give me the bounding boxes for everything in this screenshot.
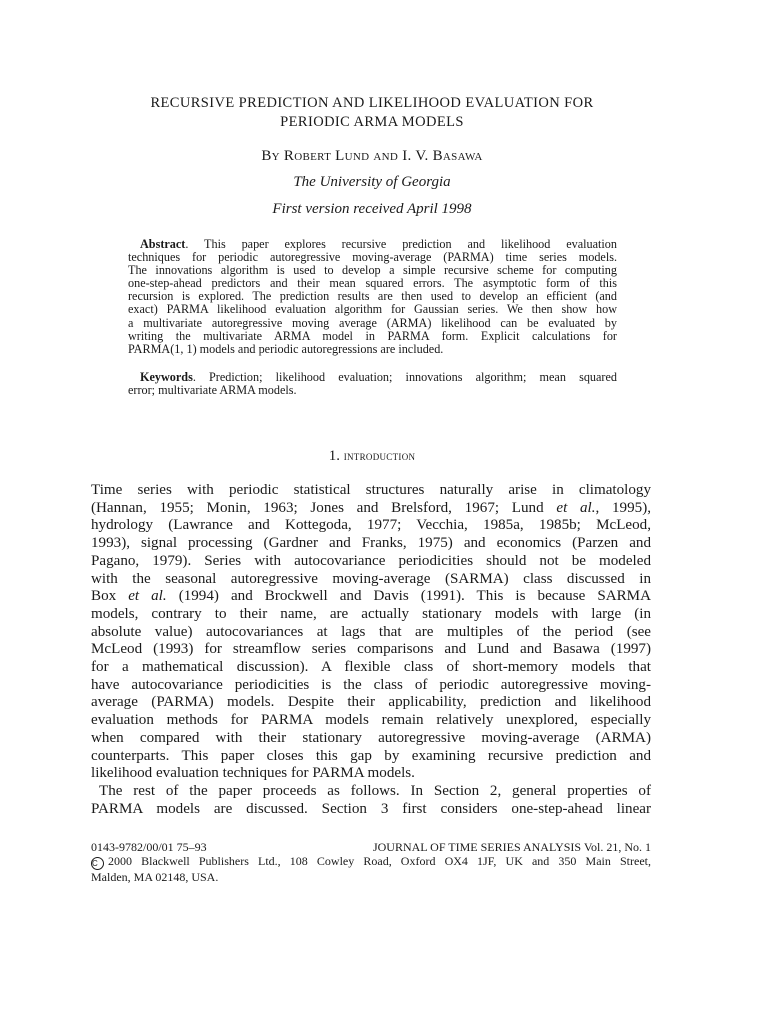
copyright-text: 2000 Blackwell Publishers Ltd., 108 Cowley Road, Oxford OX4 1JF, UK and 350 Main Street,: [108, 854, 651, 869]
footer-row: [91, 854, 651, 870]
body-line: when compared with their stationary autoregressive moving-average (ARMA): [91, 729, 651, 746]
footer-row: [91, 840, 651, 854]
body-line: evaluation methods for PARMA models remain relatively unexplored, especially: [91, 712, 651, 729]
paper-authors: By Robert Lund and I. V. Basawa: [261, 148, 483, 164]
author-affiliation: The University of Georgia: [293, 174, 451, 190]
abstract-line: The innovations algorithm is used to develop a simple recursive scheme for computing: [128, 263, 617, 278]
body-line: McLeod (1993) for streamflow series comparisons and Lund and Basawa (1997): [91, 641, 651, 658]
paper-title: [92, 94, 652, 132]
body-line: Box et al. (1994) and Brockwell and Davis (1991). This is because SARMA: [91, 588, 651, 605]
body-line: Time series with periodic statistical structures naturally arise in climatology: [91, 482, 651, 498]
section-number: 1.: [328, 448, 340, 464]
footer-row: [91, 870, 651, 884]
abstract-line: exact) PARMA likelihood evaluation algorithm for Gaussian series. We then show how: [128, 302, 617, 317]
body-line: models, contrary to their name, are actually stationary models with large (in: [91, 605, 651, 622]
copyright-icon: C: [91, 857, 104, 870]
body-line: for a mathematical discussion). A flexible class of short-memory models that: [91, 659, 651, 676]
abstract-line: one-step-ahead predictors and their mean squared errors. The asymptotic form of this: [128, 276, 617, 291]
body-line: likelihood evaluation techniques for PARMA models.: [91, 765, 415, 782]
body-line: with the seasonal autoregressive moving-average (SARMA) class discussed in: [91, 570, 651, 587]
body-line: counterparts. This paper closes this gap by examining recursive prediction and: [91, 747, 651, 764]
body-line: Pagano, 1979). Series with autocovariance periodicities should not be modeled: [91, 552, 651, 569]
abstract: [128, 238, 617, 356]
received-date: First version received April 1998: [272, 201, 472, 217]
publisher-address: Malden, MA 02148, USA.: [91, 870, 219, 885]
paper-title-line-2: PERIODIC ARMA MODELS: [280, 114, 464, 130]
abstract-line: writing the multivariate ARMA model in PARMA form. Explicit calculations for: [128, 328, 617, 343]
section-heading: [92, 448, 652, 465]
body-line: absolute value) autocovariances at lags that are multiples of the period (see: [91, 623, 651, 640]
abstract-line: techniques for periodic autoregressive moving-average (PARMA) time series models.: [128, 250, 617, 265]
abstract-label: Abstract: [140, 237, 186, 251]
section-title: introduction: [343, 448, 416, 463]
keywords-label: Keywords: [140, 370, 193, 384]
body-line: PARMA models are discussed. Section 3 first considers one-step-ahead linear: [91, 800, 651, 817]
page-footer: [91, 840, 651, 884]
abstract-line: PARMA(1, 1) models and periodic autoregressions are included.: [128, 341, 444, 356]
body-line: 1993), signal processing (Gardner and Franks, 1975) and economics (Parzen and: [91, 535, 651, 552]
body-line: average (PARMA) models. Despite their applicability, prediction and likelihood: [91, 694, 651, 711]
abstract-line: recursion is explored. The prediction results are then used to develop an efficient (and: [128, 289, 617, 304]
introduction-text: [91, 482, 651, 818]
body-line: The rest of the paper proceeds as follows. In Section 2, general properties of: [99, 782, 651, 799]
journal-name: JOURNAL OF TIME SERIES ANALYSIS Vol. 21, No. 1: [372, 840, 651, 854]
body-line: (Hannan, 1955; Monin, 1963; Jones and Brelsford, 1967; Lund et al., 1995),: [91, 499, 651, 516]
abstract-line: a multivariate autoregressive moving average (ARMA) likelihood can be evaluated by: [128, 315, 617, 330]
abstract-line: Abstract. This paper explores recursive prediction and likelihood evaluation: [140, 237, 617, 251]
paper-title-line-1: RECURSIVE PREDICTION AND LIKELIHOOD EVALUATION FOR: [150, 95, 594, 111]
body-line: have autocovariance periodicities is the class of periodic autoregressive moving-: [91, 676, 651, 693]
keywords: [128, 371, 617, 397]
keywords-line: Keywords. Prediction; likelihood evaluation; innovations algorithm; mean squared: [140, 370, 617, 384]
keywords-line: error; multivariate ARMA models.: [128, 383, 297, 398]
article-code: 0143-9782/00/01 75–93: [91, 840, 207, 854]
body-line: hydrology (Lawrance and Kottegoda, 1977; Vecchia, 1985a, 1985b; McLeod,: [91, 517, 651, 534]
